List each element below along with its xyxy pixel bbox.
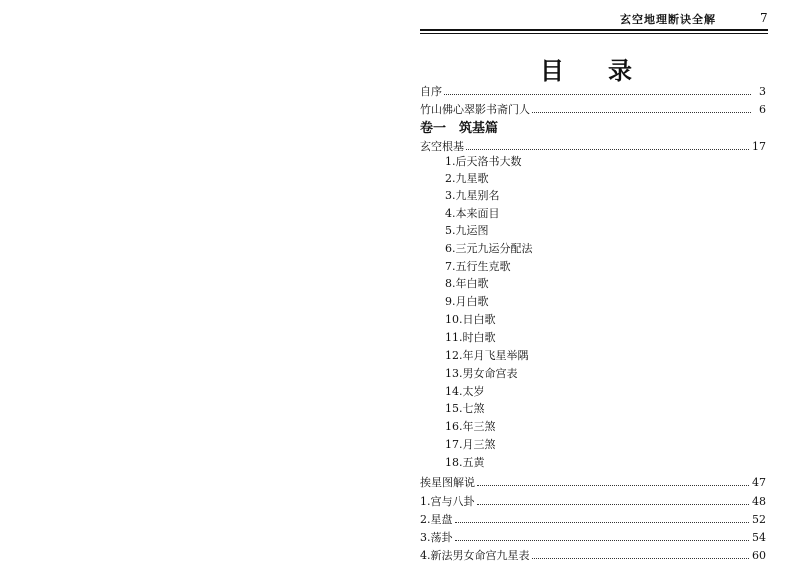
toc-entry[interactable] bbox=[420, 491, 766, 508]
toc-entry[interactable] bbox=[420, 527, 766, 544]
dot-leader bbox=[444, 93, 751, 95]
toc-sub-item[interactable]: 10.日白歌 bbox=[445, 313, 496, 326]
toc-title: 目录 bbox=[540, 56, 676, 85]
toc-entry-page: 48 bbox=[752, 495, 766, 508]
running-header-title: 玄空地理断诀全解 bbox=[620, 13, 716, 26]
toc-sub-item[interactable]: 7.五行生克歌 bbox=[445, 260, 511, 273]
toc-sub-item[interactable]: 11.时白歌 bbox=[445, 331, 496, 344]
dot-leader bbox=[477, 503, 750, 505]
toc-sub-item[interactable]: 6.三元九运分配法 bbox=[445, 242, 533, 255]
toc-entry-page: 60 bbox=[752, 549, 766, 562]
toc-sub-item[interactable]: 2.九星歌 bbox=[445, 172, 489, 185]
toc-entry-label: 挨星图解说 bbox=[420, 476, 475, 489]
dot-leader bbox=[477, 484, 749, 486]
toc-entry-page: 17 bbox=[752, 140, 766, 153]
toc-entry-label: 1.宫与八卦 bbox=[420, 495, 475, 508]
header-rule-thick bbox=[420, 29, 768, 31]
dot-leader bbox=[455, 521, 750, 523]
toc-entry-page: 6 bbox=[759, 103, 766, 116]
dot-leader bbox=[455, 539, 750, 541]
toc-entry-preface[interactable] bbox=[420, 81, 766, 98]
toc-sub-item[interactable]: 9.月白歌 bbox=[445, 295, 489, 308]
toc-sub-item[interactable]: 5.九运图 bbox=[445, 224, 489, 237]
toc-entry[interactable] bbox=[420, 545, 766, 562]
toc-sub-item[interactable]: 16.年三煞 bbox=[445, 420, 496, 433]
toc-entry-page: 54 bbox=[752, 531, 766, 544]
toc-entry-section[interactable] bbox=[420, 136, 766, 153]
toc-entry-page: 47 bbox=[752, 476, 766, 489]
toc-entry-page: 3 bbox=[759, 85, 766, 98]
toc-sub-item[interactable]: 15.七煞 bbox=[445, 402, 485, 415]
toc-entry[interactable] bbox=[420, 509, 766, 526]
toc-sub-item[interactable]: 14.太岁 bbox=[445, 385, 485, 398]
toc-sub-item[interactable]: 3.九星别名 bbox=[445, 189, 500, 202]
toc-sub-item[interactable]: 18.五黄 bbox=[445, 456, 485, 469]
toc-sub-item[interactable]: 17.月三煞 bbox=[445, 438, 496, 451]
dot-leader bbox=[532, 557, 750, 559]
toc-sub-item[interactable]: 8.年白歌 bbox=[445, 277, 489, 290]
header-rule-thin bbox=[420, 33, 768, 34]
toc-sub-item[interactable]: 4.本来面目 bbox=[445, 207, 500, 220]
dot-leader bbox=[466, 148, 749, 150]
running-header-page-number: 7 bbox=[760, 11, 768, 25]
toc-entry-page: 52 bbox=[752, 513, 766, 526]
toc-entry-label: 3.荡卦 bbox=[420, 531, 453, 544]
toc-sub-item[interactable]: 13.男女命宫表 bbox=[445, 367, 518, 380]
toc-entry-label: 2.星盘 bbox=[420, 513, 453, 526]
toc-entry-label: 玄空根基 bbox=[420, 140, 464, 153]
toc-volume-label: 卷一 筑基篇 bbox=[420, 121, 499, 136]
toc-entry-label: 4.新法男女命宫九星表 bbox=[420, 549, 530, 562]
toc-entry-label: 自序 bbox=[420, 85, 442, 98]
toc-sub-item[interactable]: 12.年月飞星举隅 bbox=[445, 349, 529, 362]
toc-sub-item[interactable]: 1.后天洛书大数 bbox=[445, 155, 522, 168]
toc-volume-heading[interactable] bbox=[420, 116, 766, 135]
toc-entry-section[interactable] bbox=[420, 472, 766, 489]
toc-entry-label: 竹山佛心翠影书斋门人 bbox=[420, 103, 530, 116]
dot-leader bbox=[532, 111, 751, 113]
toc-entry-disciples[interactable] bbox=[420, 99, 766, 116]
